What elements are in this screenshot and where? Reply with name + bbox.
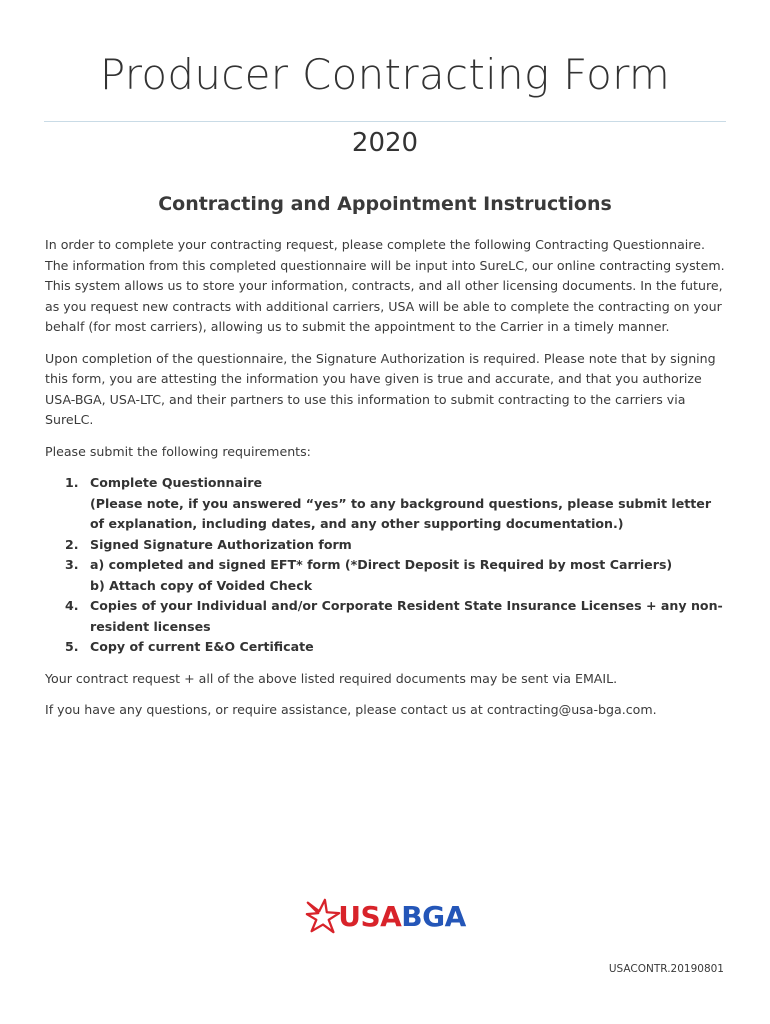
list-item: [45, 555, 728, 596]
list-item-text: Complete Questionnaire: [90, 475, 263, 490]
form-year: 2020: [351, 128, 419, 158]
company-logo: [0, 896, 770, 940]
logo-bga-text: BGA: [401, 899, 466, 933]
list-item: [45, 637, 728, 658]
star-icon: [304, 896, 342, 936]
list-item-text: Signed Signature Authorization form: [90, 536, 352, 552]
contact-note: If you have any questions, or require assistance, please contact us at contracting@usa-bga.com.: [45, 702, 657, 717]
submission-note: Your contract request + all of the above listed required documents may be sent via EMAIL.: [45, 670, 618, 686]
list-item-note: (Please note, if you answered “yes” to any background questions, please submit letter of explanation, including dates, and any other supporting documentation.): [90, 495, 712, 531]
logo-usa-text: USA: [338, 899, 402, 933]
list-item-number: 1.: [65, 475, 79, 490]
intro-paragraph: In order to complete your contracting request, please complete the following Contracting Questionnaire. The information from this completed questionnaire will be input into SureLC, our online contracting system. This system allows us to store your information, contracts, and all other licensing documents. In the future, as you request new contracts with additional carriers, USA will be able to complete the contracting on your behalf (for most carriers), allowing us to submit the appointment to the Carrier in a timely manner.: [45, 237, 725, 334]
list-item-note: b) Attach copy of Voided Check: [90, 577, 313, 593]
section-heading: Contracting and Appointment Instructions: [158, 193, 612, 215]
list-item-text: Copy of current E&O Certificate: [90, 639, 314, 654]
logo-mark: [304, 896, 466, 936]
list-item-text: Copies of your Individual and/or Corporate Resident State Insurance Licenses + any non-resident licenses: [90, 598, 723, 634]
list-item-text: a) completed and signed EFT* form (*Direct Deposit is Required by most Carriers): [90, 557, 673, 572]
list-item: [45, 473, 728, 535]
list-item: [45, 596, 728, 637]
instructions-body: [45, 235, 728, 732]
form-code: USACONTR.20190801: [608, 963, 724, 975]
signature-paragraph: Upon completion of the questionnaire, the Signature Authorization is required. Please note that by signing this form, you are attesting the information you have given is true and accurate, and that you authorize USA-BGA, USA-LTC, and their partners to use this information to submit contracting to the carriers via SureLC.: [45, 350, 716, 427]
title-divider: [44, 121, 726, 122]
list-item-number: 2.: [65, 536, 79, 552]
list-item-number: 4.: [65, 598, 79, 613]
list-item: [45, 535, 728, 556]
requirements-intro: Please submit the following requirements:: [45, 443, 311, 459]
list-item-number: 3.: [65, 557, 79, 572]
list-item-number: 5.: [65, 639, 79, 654]
requirements-list: [45, 473, 728, 658]
page-title: Producer Contracting Form: [99, 50, 671, 99]
